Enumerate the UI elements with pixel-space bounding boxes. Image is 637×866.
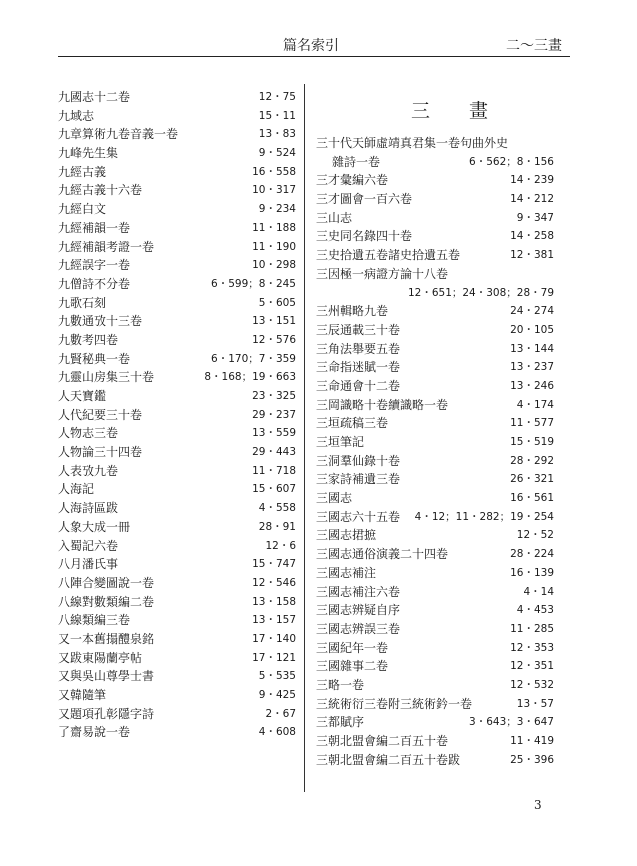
entry-title: 三辰通載三十卷 <box>316 322 401 337</box>
entry-reference: 11・718 <box>252 464 296 477</box>
entry-reference: 12・353 <box>510 641 554 654</box>
entry-reference: 9・347 <box>516 211 554 224</box>
entry-reference: 26・321 <box>510 473 554 486</box>
entry-reference: 29・237 <box>252 408 296 421</box>
entry-reference: 23・325 <box>252 390 296 402</box>
entry-title: 九賢秘典一卷 <box>58 351 131 366</box>
entry-title: 人代紀要三十卷 <box>58 407 143 422</box>
index-entry <box>58 219 296 238</box>
header-rule <box>58 56 570 57</box>
index-entry <box>316 246 554 265</box>
index-entry <box>316 358 554 377</box>
index-entry <box>316 302 554 321</box>
index-entry <box>58 480 296 499</box>
entry-reference: 13・237 <box>510 361 554 374</box>
entry-title: 入蜀記六卷 <box>58 538 119 553</box>
entry-reference: 16・558 <box>252 165 296 178</box>
entry-reference: 11・419 <box>510 735 554 747</box>
entry-title: 又與吳山尊學士書 <box>58 669 155 684</box>
entry-reference: 11・190 <box>252 240 296 253</box>
entry-title: 三國志捃摭 <box>316 528 377 543</box>
entry-title: 三因極一病證方論十八卷 <box>316 266 449 281</box>
index-entry <box>58 294 296 313</box>
entry-reference: 6・599；8・245 <box>211 277 296 290</box>
entry-reference: 16・561 <box>510 492 554 505</box>
entry-reference: 4・453 <box>516 604 554 617</box>
index-entry <box>58 667 296 686</box>
entry-reference: 14・239 <box>510 174 554 187</box>
entry-reference: 14・212 <box>510 193 554 206</box>
entry-title: 九僧詩不分卷 <box>58 276 131 291</box>
index-entry <box>58 275 296 294</box>
entry-title: 九域志 <box>58 108 95 123</box>
running-header-title: 篇名索引 <box>283 38 339 54</box>
index-entry <box>316 134 554 153</box>
entry-title: 三國志六十五卷 <box>316 509 401 524</box>
entry-reference: 15・11 <box>258 109 296 122</box>
entry-title: 又題項孔彰隱字詩 <box>58 706 155 721</box>
entry-reference: 12・532 <box>510 678 554 691</box>
entry-title: 三國紀年一卷 <box>316 640 389 655</box>
entry-reference: 10・298 <box>252 259 296 272</box>
entry-reference: 25・396 <box>510 753 554 766</box>
index-entry <box>58 368 296 387</box>
index-entry <box>316 639 554 658</box>
index-entry <box>316 377 554 396</box>
entry-reference: 5・535 <box>258 670 296 683</box>
index-entry <box>316 620 554 639</box>
index-entry <box>58 256 296 275</box>
index-entry <box>58 555 296 574</box>
entry-title: 了齋易說一卷 <box>58 725 131 740</box>
entry-title: 三山志 <box>316 210 353 225</box>
entry-title: 八線對數類編二卷 <box>58 594 155 609</box>
entry-reference: 4・14 <box>523 585 554 598</box>
index-entry <box>316 526 554 545</box>
index-entry <box>58 443 296 462</box>
entry-title: 又一本舊搨醴泉銘 <box>58 631 155 646</box>
entry-reference: 13・151 <box>252 315 296 328</box>
entry-title: 人表攷九卷 <box>58 463 119 478</box>
entry-title: 九經古義 <box>58 164 107 179</box>
entry-title: 九數考四卷 <box>58 332 119 347</box>
index-entry <box>316 713 554 732</box>
entry-title: 三國志辨誤三卷 <box>316 621 401 636</box>
index-entry <box>316 695 554 714</box>
entry-reference: 8・168；19・663 <box>204 371 296 384</box>
entry-reference: 29・443 <box>252 446 296 459</box>
entry-title: 三才圖會一百六卷 <box>316 192 413 207</box>
index-entry <box>316 209 554 228</box>
entry-title: 雜詩一卷 <box>332 154 381 169</box>
entry-reference: 4・12；11・282；19・254 <box>414 510 554 523</box>
entry-reference: 12・651；24・308；28・79 <box>407 286 554 299</box>
entry-reference: 4・558 <box>258 502 296 515</box>
index-entry <box>316 171 554 190</box>
index-entry <box>316 676 554 695</box>
index-entry <box>316 452 554 471</box>
index-entry <box>58 630 296 649</box>
entry-title: 九經誤字一卷 <box>58 258 131 273</box>
entry-reference: 12・576 <box>252 333 296 346</box>
section-heading: 三 畫 <box>411 100 499 122</box>
entry-title: 八陣合變圖說一卷 <box>58 575 155 590</box>
index-entry <box>58 312 296 331</box>
entry-reference: 10・317 <box>252 184 296 197</box>
index-entry <box>58 518 296 537</box>
page-number: 3 <box>534 798 542 812</box>
entry-title: 又韓隨筆 <box>58 688 107 702</box>
index-column-left <box>58 88 296 742</box>
entry-reference: 17・121 <box>252 651 296 664</box>
index-entry <box>58 387 296 406</box>
index-entry <box>58 144 296 163</box>
entry-reference: 13・83 <box>258 128 296 141</box>
entry-reference: 17・140 <box>252 632 296 645</box>
entry-title: 九峰先生集 <box>58 146 119 161</box>
index-entry <box>58 238 296 257</box>
entry-title: 三國志通俗演義二十四卷 <box>316 547 449 562</box>
entry-reference: 16・139 <box>510 566 554 579</box>
index-entry <box>316 284 554 303</box>
index-entry <box>58 88 296 107</box>
entry-reference: 4・174 <box>516 398 554 411</box>
entry-title: 九經補韻一卷 <box>58 220 131 235</box>
entry-reference: 9・425 <box>258 689 296 701</box>
entry-title: 九經白文 <box>58 202 107 217</box>
entry-reference: 28・91 <box>258 520 296 533</box>
index-entry <box>316 227 554 246</box>
entry-title: 九國志十二卷 <box>58 90 131 104</box>
index-entry <box>316 489 554 508</box>
entry-reference: 9・524 <box>258 147 296 160</box>
entry-reference: 13・158 <box>252 595 296 608</box>
entry-title: 三國雜事二卷 <box>316 659 389 674</box>
index-entry <box>316 190 554 209</box>
index-entry <box>58 705 296 724</box>
entry-title: 三家詩補遺三卷 <box>316 472 401 487</box>
index-column-right <box>316 134 554 769</box>
entry-title: 九數通攷十三卷 <box>58 314 143 329</box>
entry-title: 三命通會十二卷 <box>316 378 401 393</box>
entry-reference: 15・607 <box>252 483 296 496</box>
entry-reference: 11・577 <box>510 417 554 430</box>
entry-reference: 2・67 <box>265 707 296 720</box>
index-entry <box>316 508 554 527</box>
entry-title: 人象大成一冊 <box>58 519 131 534</box>
index-entry <box>316 153 554 172</box>
entry-title: 三十代天師虛靖真君集一卷句曲外史 <box>316 136 509 150</box>
entry-reference: 5・605 <box>258 296 296 309</box>
entry-title: 三朝北盟會編二百五十卷 <box>316 734 449 748</box>
index-entry <box>58 462 296 481</box>
entry-reference: 6・562；8・156 <box>469 155 554 168</box>
index-entry <box>316 321 554 340</box>
entry-title: 三岡識略十卷續識略一卷 <box>316 397 449 412</box>
index-entry <box>58 537 296 556</box>
entry-title: 九章算術九卷音義一卷 <box>58 127 179 142</box>
index-entry <box>316 396 554 415</box>
entry-title: 三垣筆記 <box>316 435 365 449</box>
index-entry <box>316 414 554 433</box>
index-entry <box>58 163 296 182</box>
index-entry <box>316 340 554 359</box>
index-entry <box>58 181 296 200</box>
index-entry <box>58 107 296 126</box>
entry-reference: 12・6 <box>265 539 296 552</box>
entry-reference: 13・57 <box>516 697 554 710</box>
index-entry <box>58 593 296 612</box>
index-entry <box>316 583 554 602</box>
entry-reference: 28・292 <box>510 454 554 467</box>
index-entry <box>58 574 296 593</box>
entry-title: 九經古義十六卷 <box>58 183 143 198</box>
entry-reference: 11・285 <box>510 622 554 635</box>
index-entry <box>58 499 296 518</box>
entry-title: 又跋東陽蘭亭帖 <box>58 650 143 665</box>
entry-title: 三史同名錄四十卷 <box>316 229 413 244</box>
entry-reference: 12・351 <box>510 660 554 673</box>
entry-title: 人海記 <box>58 482 95 497</box>
entry-reference: 15・747 <box>252 558 296 571</box>
entry-reference: 3・643；3・647 <box>469 716 554 729</box>
index-entry <box>316 601 554 620</box>
index-entry <box>58 200 296 219</box>
entry-title: 三國志補注六卷 <box>316 584 401 599</box>
index-entry <box>58 649 296 668</box>
entry-title: 三都賦序 <box>316 715 365 730</box>
index-entry <box>58 611 296 630</box>
entry-title: 八線類編三卷 <box>58 613 131 628</box>
entry-title: 人物志三卷 <box>58 426 119 441</box>
entry-title: 三朝北盟會編二百五十卷跋 <box>316 752 461 767</box>
entry-reference: 13・246 <box>510 379 554 392</box>
index-entry <box>316 433 554 452</box>
entry-reference: 4・608 <box>258 726 296 739</box>
entry-reference: 12・52 <box>516 529 554 542</box>
entry-reference: 13・157 <box>252 614 296 627</box>
index-entry <box>58 723 296 742</box>
entry-reference: 24・274 <box>510 305 554 318</box>
entry-title: 三命指迷賦一卷 <box>316 360 401 375</box>
index-entry <box>58 686 296 705</box>
entry-reference: 28・224 <box>510 548 554 561</box>
entry-title: 三才彙編六卷 <box>316 173 389 188</box>
index-entry <box>58 424 296 443</box>
running-header-section: 二～三畫 <box>506 38 562 54</box>
index-entry <box>58 331 296 350</box>
entry-title: 九經補韻考證一卷 <box>58 239 155 254</box>
entry-title: 八月潘氏事 <box>58 557 119 572</box>
index-entry <box>58 125 296 144</box>
entry-title: 三洞羣仙錄十卷 <box>316 453 401 468</box>
entry-title: 人物論三十四卷 <box>58 445 143 460</box>
entry-reference: 6・170；7・359 <box>211 352 296 365</box>
entry-title: 三國志 <box>316 491 353 506</box>
entry-reference: 13・559 <box>252 427 296 440</box>
index-entry <box>58 350 296 369</box>
index-entry <box>316 732 554 751</box>
entry-reference: 9・234 <box>258 203 296 216</box>
entry-title: 三國志補注 <box>316 565 377 580</box>
index-entry <box>316 564 554 583</box>
entry-title: 人天寶鑑 <box>58 389 107 403</box>
entry-title: 三國志辨疑自序 <box>316 603 401 618</box>
column-divider <box>304 84 305 792</box>
entry-reference: 11・188 <box>252 221 296 234</box>
entry-title: 三統術衍三卷附三統術鈐一卷 <box>316 696 473 711</box>
entry-reference: 20・105 <box>510 323 554 336</box>
entry-title: 九靈山房集三十卷 <box>58 370 155 385</box>
entry-title: 三略一卷 <box>316 677 365 692</box>
entry-title: 人海詩區跋 <box>58 501 119 516</box>
entry-reference: 14・258 <box>510 230 554 243</box>
index-entry <box>316 751 554 770</box>
index-entry <box>316 657 554 676</box>
entry-title: 三垣疏稿三卷 <box>316 416 389 431</box>
entry-reference: 12・75 <box>258 91 296 103</box>
index-entry <box>316 545 554 564</box>
entry-title: 三史拾遺五卷諸史拾遺五卷 <box>316 248 461 263</box>
entry-reference: 15・519 <box>510 436 554 448</box>
entry-title: 九歌石刻 <box>58 295 107 310</box>
index-entry <box>58 406 296 425</box>
entry-title: 三角法舉要五卷 <box>316 341 401 356</box>
entry-reference: 12・546 <box>252 576 296 589</box>
index-entry <box>316 265 554 284</box>
index-entry <box>316 470 554 489</box>
entry-reference: 13・144 <box>510 342 554 355</box>
entry-title: 三州輯略九卷 <box>316 304 389 319</box>
entry-reference: 12・381 <box>510 249 554 262</box>
